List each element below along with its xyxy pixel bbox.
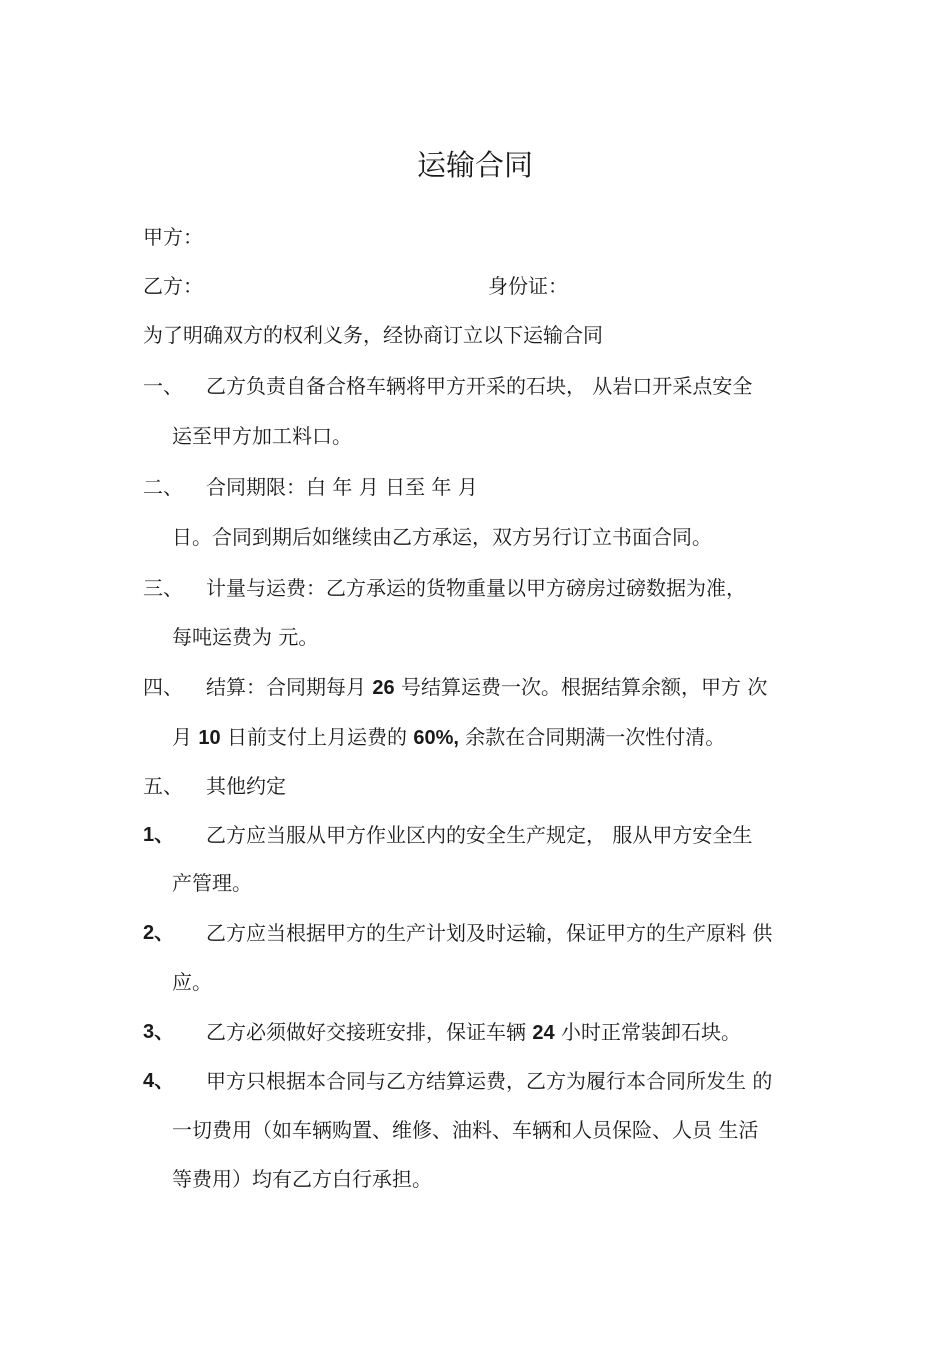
clause-number: 三、 <box>143 576 183 600</box>
sub-item-number: 1、 <box>143 824 175 846</box>
sub-item-text: 乙方应当服从甲方作业区内的安全生产规定， 服从甲方安全生 <box>206 823 753 847</box>
clause-text: 计量与运费：乙方承运的货物重量以甲方磅房过磅数据为准， <box>206 576 746 600</box>
sub-item-text: 产管理。 <box>172 871 252 895</box>
party-a-label: 甲方： <box>143 225 203 249</box>
sub-item-text: 乙方应当根据甲方的生产计划及时运输，保证甲方的生产原料 供 <box>206 921 773 945</box>
sub-item-text: 乙方必须做好交接班安排，保证车辆 24 小时正常装卸石块。 <box>206 1020 741 1044</box>
sub-item-text: 一切费用（如车辆购置、维修、油料、车辆和人员保险、人员 生活 <box>172 1118 759 1142</box>
clause-text: 其他约定 <box>206 774 286 798</box>
clause-text: 乙方负责自备合格车辆将甲方开采的石块， 从岩口开采点安全 <box>206 374 753 398</box>
sub-item-number: 2、 <box>143 922 175 944</box>
clause-text: 日。合同到期后如继续由乙方承运，双方另行订立书面合同。 <box>172 525 712 549</box>
document-title: 运输合同 <box>416 148 533 182</box>
clause-text: 合同期限：白 年 月 日至 年 月 <box>206 475 478 499</box>
sub-item-number: 4、 <box>143 1070 175 1092</box>
party-b-label: 乙方： <box>143 274 203 298</box>
clause-number: 二、 <box>143 475 183 499</box>
sub-item-text: 等费用）均有乙方白行承担。 <box>172 1167 432 1191</box>
clause-text: 每吨运费为 元。 <box>172 625 319 649</box>
sub-item-text: 甲方只根据本合同与乙方结算运费，乙方为履行本合同所发生 的 <box>206 1069 773 1093</box>
clause-text: 月 10 日前支付上月运费的 60%, 余款在合同期满一次性付清。 <box>172 725 726 749</box>
id-card-label: 身份证： <box>488 274 568 298</box>
clause-text: 运至甲方加工料口。 <box>172 424 352 448</box>
clause-number: 五、 <box>143 774 183 798</box>
clause-number: 一、 <box>143 374 183 398</box>
clause-text: 结算：合同期每月 26 号结算运费一次。根据结算余额，甲方 次 <box>206 675 768 699</box>
clause-number: 四、 <box>143 675 183 699</box>
intro-text: 为了明确双方的权利义务，经协商订立以下运输合同 <box>143 323 603 347</box>
sub-item-text: 应。 <box>172 970 212 994</box>
sub-item-number: 3、 <box>143 1021 175 1043</box>
